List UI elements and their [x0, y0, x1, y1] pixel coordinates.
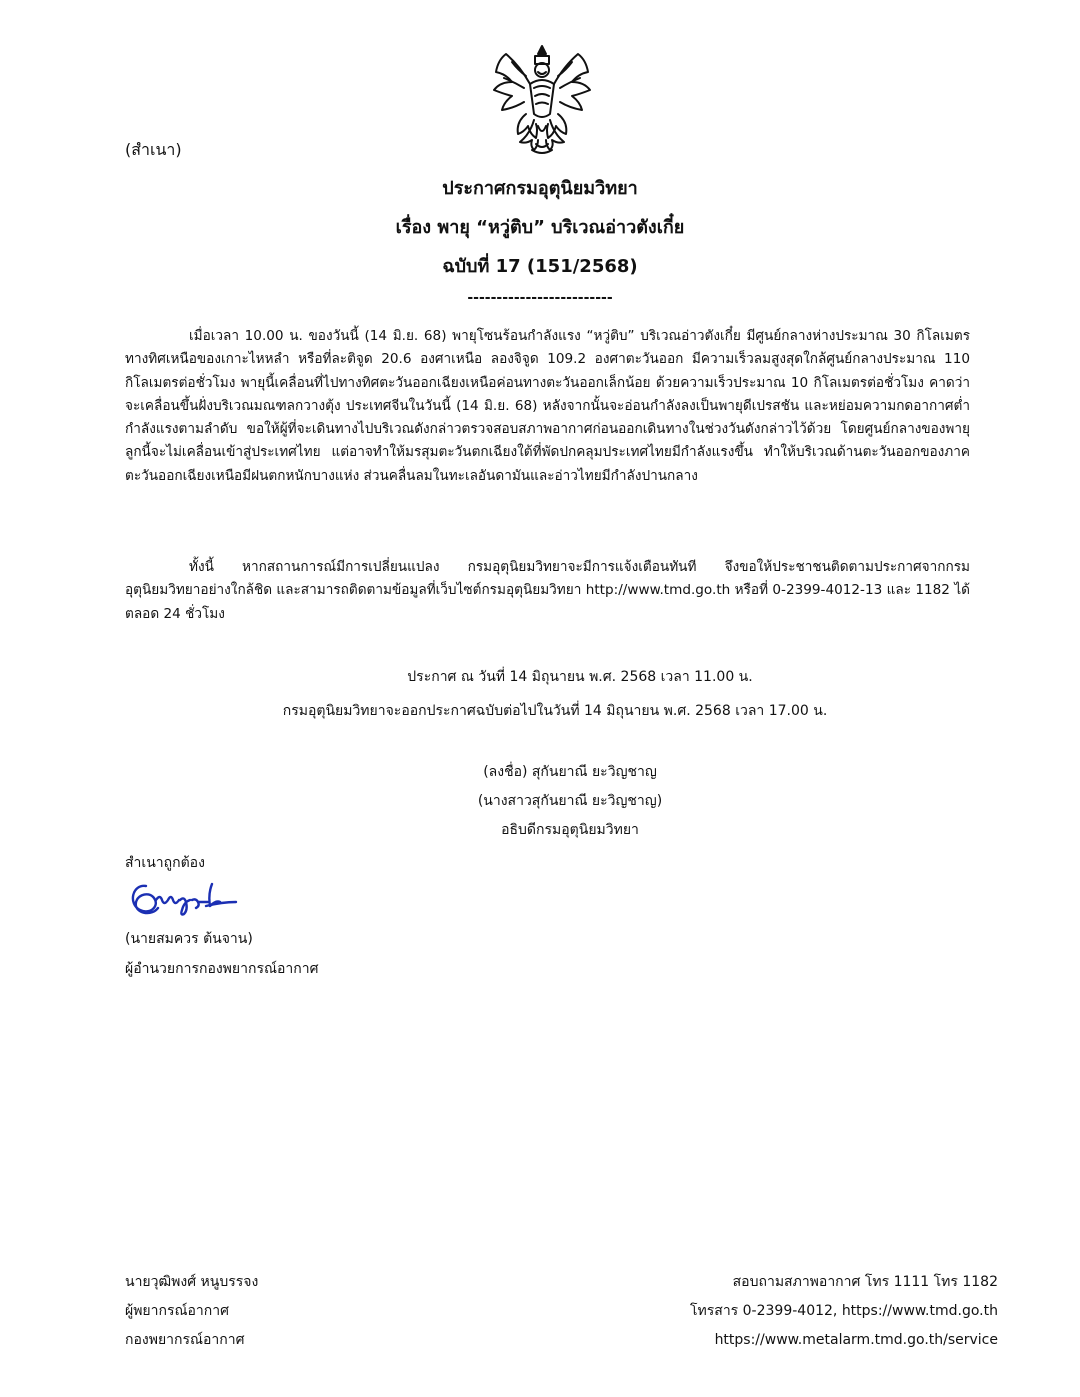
announcement-issue: ฉบับที่ 17 (151/2568) — [442, 256, 638, 277]
body-paragraph-1: เมื่อเวลา 10.00 น. ของวันนี้ (14 มิ.ย. 68) พายุโซนร้อนกำลังแรง “หวู่ติบ” บริเวณอ่าวตังเกี๋ย มีศูนย์กลางห่างประมาณ 30 กิโลเมตร ทางทิศเหนือของเกาะไหหลำ หรือที่ละติจูด 20.6 องศาเหนือ ลองจิจูด 109.2 องศาตะวันออก มีความเร็วลมสูงสุดใกล้ศูนย์กลางประมาณ 110 กิโลเมตรต่อชั่วโมง พายุนี้เคลื่อนที่ไปทางทิศตะวันออกเฉียงเหนือค่อนทางตะวันออกเล็กน้อย ด้วยความเร็วประมาณ 10 กิโลเมตรต่อชั่วโมง คาดว่าจะเคลื่อนขึ้นฝั่งบริเวณมณฑลกวางตุ้ง ประเทศจีนในวันนี้ (14 มิ.ย. 68) หลังจากนั้นจะอ่อนกำลังลงเป็นพายุดีเปรสชัน และหย่อมความกดอากาศต่ำกำลังแรงตามลำดับ ขอให้ผู้ที่จะเดินทางไปบริเวณดังกล่าวตรวจสอบสภาพอากาศก่อนออกเดินทางในช่วงวันดังกล่าวไว้ด้วย โดยศูนย์กลางของพายุลูกนี้จะไม่เคลื่อนเข้าสู่ประเทศไทย แต่อาจทำให้มรสุมตะวันตกเฉียงใต้ที่พัดปกคลุมประเทศไทยมีกำลังแรงขึ้น ทำให้บริเวณด้านตะวันออกของภาคตะวันออกเฉียงเหนือมีฝนตกหนักบางแห่ง ส่วนคลื่นลมในทะเลอันดามันและอ่าวไทยมีกำลังปานกลาง — [125, 328, 970, 484]
certifier-name: (นายสมควร ต้นจาน) — [125, 931, 253, 947]
handwritten-signature-icon — [126, 874, 242, 922]
separator-line: ------------------------- — [467, 290, 613, 306]
certifier-title: ผู้อำนวยการกองพยากรณ์อากาศ — [125, 961, 319, 977]
footer-forecaster-info — [125, 1268, 258, 1355]
footer-forecaster-role: ผู้พยากรณ์อากาศ — [125, 1303, 229, 1319]
copy-label: (สำเนา) — [125, 140, 182, 159]
footer-forecaster-name: นายวุฒิพงศ์ หนูบรรจง — [125, 1274, 259, 1290]
footer-contact-info — [690, 1268, 998, 1355]
footer-service-link[interactable]: https://www.metalarm.tmd.go.th/service — [714, 1332, 998, 1348]
announcement-subject: เรื่อง พายุ “หวู่ติบ” บริเวณอ่าวตังเกี๋ย — [395, 217, 685, 238]
garuda-emblem-icon — [486, 40, 598, 158]
announcement-date: ประกาศ ณ วันที่ 14 มิถุนายน พ.ศ. 2568 เวลา 11.00 น. — [407, 669, 753, 685]
footer-division: กองพยากรณ์อากาศ — [125, 1332, 245, 1348]
next-issue-notice: กรมอุตุนิยมวิทยาจะออกประกาศฉบับต่อไปในวันที่ 14 มิถุนายน พ.ศ. 2568 เวลา 17.00 น. — [282, 703, 828, 719]
signer-name: (นางสาวสุกันยาณี ยะวิญชาญ) — [477, 793, 663, 809]
signer-title: อธิบดีกรมอุตุนิยมวิทยา — [501, 822, 639, 838]
footer-phone: สอบถามสภาพอากาศ โทร 1111 โทร 1182 — [732, 1274, 998, 1290]
certified-copy-label: สำเนาถูกต้อง — [125, 855, 205, 871]
announcement-title: ประกาศกรมอุตุนิยมวิทยา — [442, 178, 638, 199]
footer-fax-website[interactable]: โทรสาร 0-2399-4012, https://www.tmd.go.th — [690, 1303, 998, 1319]
signed-line: (ลงชื่อ) สุกันยาณี ยะวิญชาญ — [483, 764, 657, 780]
body-paragraph-2: ทั้งนี้ หากสถานการณ์มีการเปลี่ยนแปลง กรมอุตุนิยมวิทยาจะมีการแจ้งเตือนทันที จึงขอให้ประชาชนติดตามประกาศจากกรมอุตุนิยมวิทยาอย่างใกล้ชิด และสามารถติดตามข้อมูลที่เว็บไซต์กรมอุตุนิยมวิทยา http://www.tmd.go.th หรือที่ 0-2399-4012-13 และ 1182 ได้ตลอด 24 ชั่วโมง — [125, 559, 970, 622]
